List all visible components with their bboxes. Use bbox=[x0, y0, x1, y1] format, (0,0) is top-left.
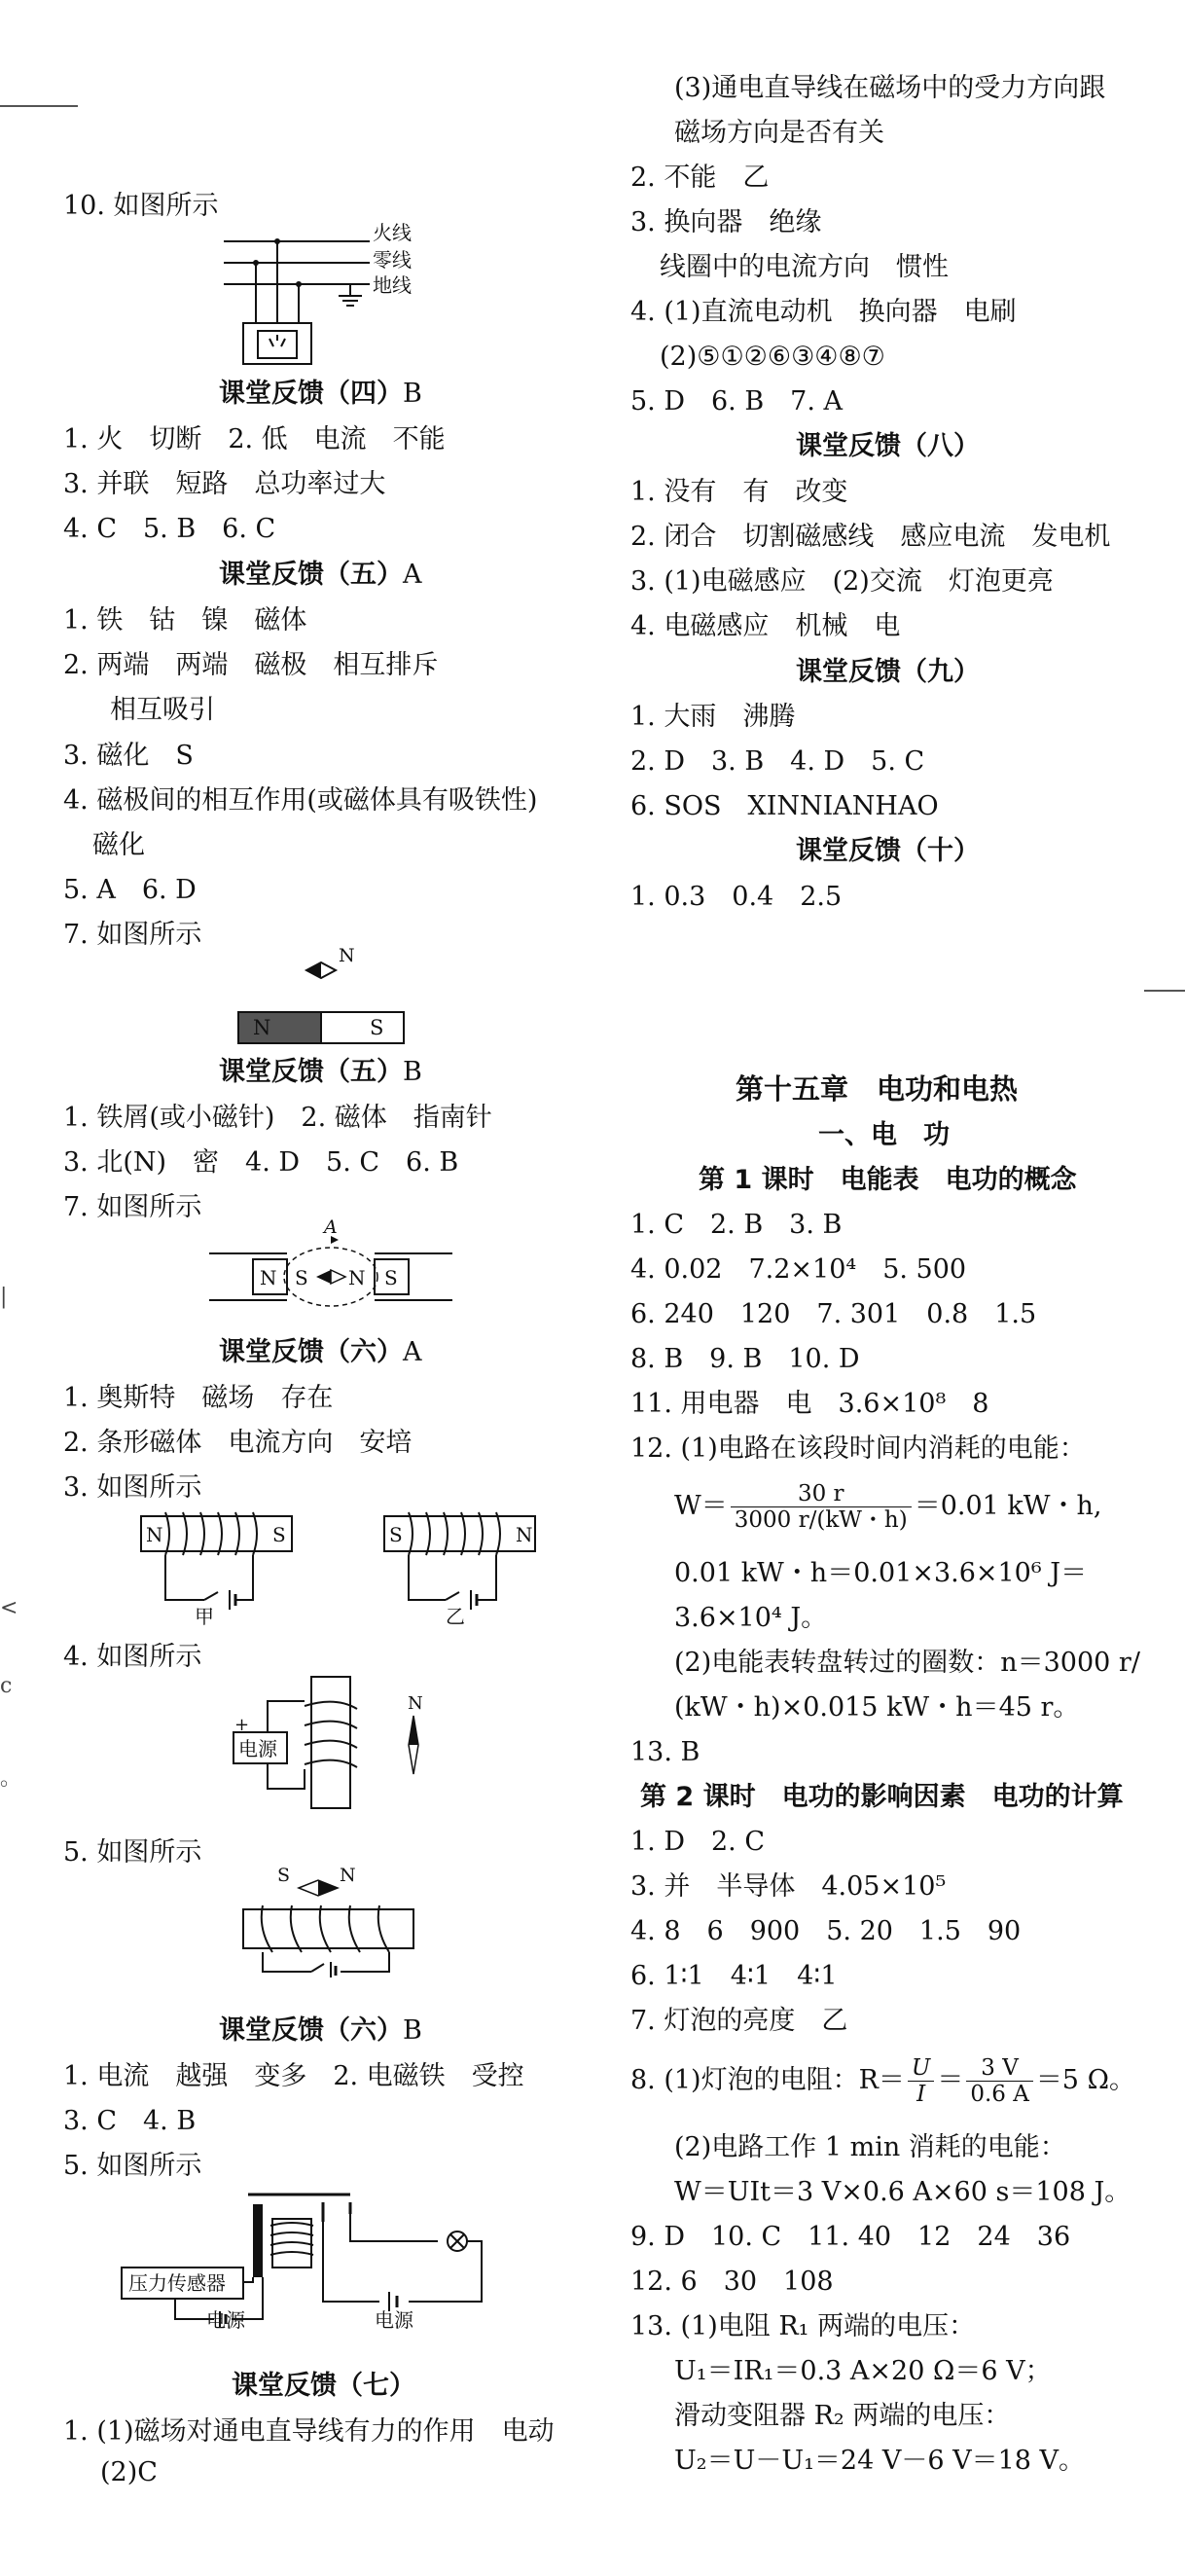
answer-line: 磁场方向是否有关 bbox=[674, 118, 884, 148]
answer-line: 6. 240 120 7. 301 0.8 1.5 bbox=[630, 1299, 1037, 1329]
answer-line: 4. 如图所示 bbox=[63, 1642, 202, 1672]
solenoid-a-label: 甲 bbox=[195, 1605, 214, 1628]
answer-line: 2. 闭合 切割磁感线 感应电流 发电机 bbox=[630, 522, 1111, 552]
section-title: 一、电 功 bbox=[818, 1120, 950, 1150]
positive-terminal: + bbox=[234, 1715, 250, 1735]
answer-line: 4. 8 6 900 5. 20 1.5 90 bbox=[630, 1916, 1022, 1946]
energy-equation: W＝ $\frac{30 r}{3000 r/(kW・h)}$ ＝0.01 kW・h, bbox=[674, 1481, 1102, 1533]
edge-mark: 。 bbox=[0, 1766, 22, 1791]
answer-line: 3. 磁化 S bbox=[63, 741, 194, 771]
magnetic-field-figure bbox=[209, 1216, 452, 1322]
power-source-label: 电源 bbox=[238, 1737, 277, 1760]
needle-s-label: S bbox=[277, 1865, 291, 1886]
compass-n-label: N bbox=[408, 1693, 423, 1714]
answer-line: 4. C 5. B 6. C bbox=[63, 514, 276, 544]
solenoid-b-label: 乙 bbox=[446, 1605, 465, 1628]
answer-line: (kW・h)×0.015 kW・h＝45 r。 bbox=[674, 1692, 1080, 1723]
left-gap-s: S bbox=[295, 1266, 308, 1289]
chapter-title: 第十五章 电功和电热 bbox=[736, 1072, 1019, 1106]
answer-line: 2. 条形磁体 电流方向 安培 bbox=[63, 1428, 413, 1458]
answer-line: 1. 铁 钴 镍 磁体 bbox=[63, 605, 307, 635]
edge-mark: c bbox=[0, 1674, 13, 1698]
magnet-n-label: N bbox=[253, 1016, 271, 1039]
solenoid-a-s: S bbox=[272, 1523, 286, 1546]
answer-line: 2. D 3. B 4. D 5. C bbox=[630, 746, 925, 777]
answer-line: 滑动变阻器 R₂ 两端的电压： bbox=[674, 2401, 1011, 2431]
answer-line: 7. 如图所示 bbox=[63, 1192, 202, 1222]
household-wiring-figure bbox=[219, 221, 413, 372]
answer-line: 12. 6 30 108 bbox=[630, 2267, 834, 2297]
answer-line: 4. 0.02 7.2×10⁴ 5. 500 bbox=[630, 1254, 967, 1285]
answer-line: (2)电能表转盘转过的圈数：n＝3000 r/ bbox=[674, 1648, 1140, 1678]
answer-line: 5. A 6. D bbox=[63, 875, 197, 905]
page-top-rule bbox=[0, 105, 78, 107]
section-heading: 课堂反馈（六）A bbox=[219, 1337, 422, 1367]
answer-line: 5. D 6. B 7. A bbox=[630, 386, 844, 417]
answer-line: (2)⑤①②⑥③④⑧⑦ bbox=[660, 342, 885, 372]
answer-line: U₂＝U－U₁＝24 V－6 V＝18 V。 bbox=[674, 2446, 1086, 2476]
answer-line: 3.6×10⁴ J。 bbox=[674, 1603, 828, 1633]
answer-line: 1. 大雨 沸腾 bbox=[630, 702, 796, 732]
answer-line: 3. (1)电磁感应 (2)交流 灯泡更亮 bbox=[630, 566, 1054, 597]
right-gap-n: N bbox=[348, 1266, 366, 1289]
live-wire-label: 火线 bbox=[373, 221, 412, 244]
answer-line: 3. 如图所示 bbox=[63, 1472, 202, 1503]
page-edge-rule bbox=[1144, 990, 1185, 992]
resistance-equation: 8. (1)灯泡的电阻：R＝ $\frac{U}{I}$ ＝ $\frac{3 V}{0.6 A}$ ＝5 Ω。 bbox=[630, 2055, 1135, 2107]
bar-magnet-figure bbox=[233, 945, 428, 1051]
answer-line: 4. 磁极间的相互作用(或磁体具有吸铁性) bbox=[63, 785, 538, 816]
ground-wire-label: 地线 bbox=[373, 273, 412, 297]
right-magnet-s: S bbox=[384, 1266, 398, 1289]
answer-line: 4. (1)直流电动机 换向器 电刷 bbox=[630, 297, 1017, 327]
answer-line: 3. 并联 短路 总功率过大 bbox=[63, 469, 386, 499]
section-heading: 课堂反馈（四）B bbox=[219, 379, 422, 409]
answer-line: 13. (1)电阻 R₁ 两端的电压： bbox=[630, 2311, 976, 2341]
answer-line: 8. B 9. B 10. D bbox=[630, 1344, 860, 1374]
answer-line: W＝UIt＝3 V×0.6 A×60 s＝108 J。 bbox=[674, 2177, 1131, 2207]
section-heading: 课堂反馈（五）B bbox=[219, 1057, 422, 1087]
answer-line: 3. 北(N) 密 4. D 5. C 6. B bbox=[63, 1147, 459, 1178]
control-source-label: 电源 bbox=[206, 2308, 245, 2332]
answer-line: 5. 如图所示 bbox=[63, 1837, 202, 1868]
point-a-label: A bbox=[324, 1216, 338, 1238]
answer-line: (2)C bbox=[100, 2457, 158, 2487]
answer-line: (3)通电直导线在磁场中的受力方向跟 bbox=[674, 73, 1106, 103]
answer-line: 0.01 kW・h＝0.01×3.6×10⁶ J＝ bbox=[674, 1558, 1088, 1588]
answer-line: 1. 电流 越强 变多 2. 电磁铁 受控 bbox=[63, 2061, 524, 2091]
work-source-label: 电源 bbox=[375, 2308, 413, 2332]
pressure-sensor-label: 压力传感器 bbox=[128, 2271, 226, 2295]
pressure-relay-figure bbox=[117, 2185, 545, 2331]
section-heading: 课堂反馈（十） bbox=[796, 836, 980, 866]
lesson-title: 第 1 课时 电能表 电功的概念 bbox=[699, 1165, 1077, 1195]
edge-mark: | bbox=[0, 1285, 8, 1309]
answer-line: 4. 电磁感应 机械 电 bbox=[630, 611, 901, 641]
solenoid-pair-figure bbox=[136, 1506, 545, 1628]
magnet-s-label: S bbox=[370, 1016, 384, 1039]
answer-line: 1. D 2. C bbox=[630, 1827, 765, 1857]
section-heading: 课堂反馈（九） bbox=[796, 657, 980, 687]
answer-line: 2. 两端 两端 磁极 相互排斥 bbox=[63, 650, 439, 680]
answer-line: 线圈中的电流方向 惯性 bbox=[660, 252, 949, 282]
needle-n-label: N bbox=[339, 945, 355, 966]
answer-line: 12. (1)电路在该段时间内消耗的电能： bbox=[630, 1433, 1086, 1464]
solenoid-b-s: S bbox=[389, 1523, 403, 1546]
needle-n-label: N bbox=[340, 1865, 356, 1886]
answer-line: 11. 用电器 电 3.6×10⁸ 8 bbox=[630, 1389, 989, 1419]
lesson-title: 第 2 课时 电功的影响因素 电功的计算 bbox=[640, 1782, 1124, 1812]
answer-line: (2)电路工作 1 min 消耗的电能： bbox=[674, 2132, 1066, 2162]
section-heading: 课堂反馈（五）A bbox=[219, 560, 422, 590]
answer-line: 7. 灯泡的亮度 乙 bbox=[630, 2006, 848, 2036]
answer-line: 1. 铁屑(或小磁针) 2. 磁体 指南针 bbox=[63, 1103, 492, 1133]
answer-line: U₁＝IR₁＝0.3 A×20 Ω＝6 V； bbox=[674, 2356, 1052, 2386]
answer-line: 3. 并 半导体 4.05×10⁵ bbox=[630, 1871, 947, 1902]
answer-line: 1. 0.3 0.4 2.5 bbox=[630, 882, 843, 912]
section-heading: 课堂反馈（八） bbox=[796, 431, 980, 461]
edge-mark: < bbox=[0, 1596, 18, 1620]
answer-line: 2. 不能 乙 bbox=[630, 163, 770, 193]
answer-line: 3. 换向器 绝缘 bbox=[630, 207, 822, 237]
answer-line: 1. (1)磁场对通电直导线有力的作用 电动 bbox=[63, 2416, 555, 2447]
answer-line: 6. 1∶1 4∶1 4∶1 bbox=[630, 1961, 838, 1991]
answer-line: 13. B bbox=[630, 1737, 700, 1767]
answer-line: 3. C 4. B bbox=[63, 2106, 197, 2136]
section-heading: 课堂反馈（七） bbox=[232, 2371, 415, 2401]
section-heading: 课堂反馈（六）B bbox=[219, 2015, 422, 2046]
answer-line: 1. 奥斯特 磁场 存在 bbox=[63, 1383, 334, 1413]
answer-line: 10. 如图所示 bbox=[63, 191, 219, 221]
solenoid-needle-figure bbox=[238, 1867, 433, 1978]
solenoid-b-n: N bbox=[516, 1523, 533, 1546]
answer-line: 1. 火 切断 2. 低 电流 不能 bbox=[63, 424, 446, 454]
answer-line: 6. SOS XINNIANHAO bbox=[630, 791, 939, 821]
answer-line: 1. C 2. B 3. B bbox=[630, 1210, 843, 1240]
electromagnet-source-figure bbox=[229, 1672, 433, 1813]
answer-line: 5. 如图所示 bbox=[63, 2151, 202, 2181]
solenoid-a-n: N bbox=[146, 1523, 163, 1546]
answer-line: 1. 没有 有 改变 bbox=[630, 477, 848, 507]
answer-line: 磁化 bbox=[92, 830, 145, 860]
answer-line: 相互吸引 bbox=[110, 695, 215, 725]
answer-line: 9. D 10. C 11. 40 12 24 36 bbox=[630, 2222, 1071, 2252]
neutral-wire-label: 零线 bbox=[373, 248, 412, 272]
answer-line: 7. 如图所示 bbox=[63, 920, 202, 950]
left-magnet-n: N bbox=[260, 1266, 277, 1289]
